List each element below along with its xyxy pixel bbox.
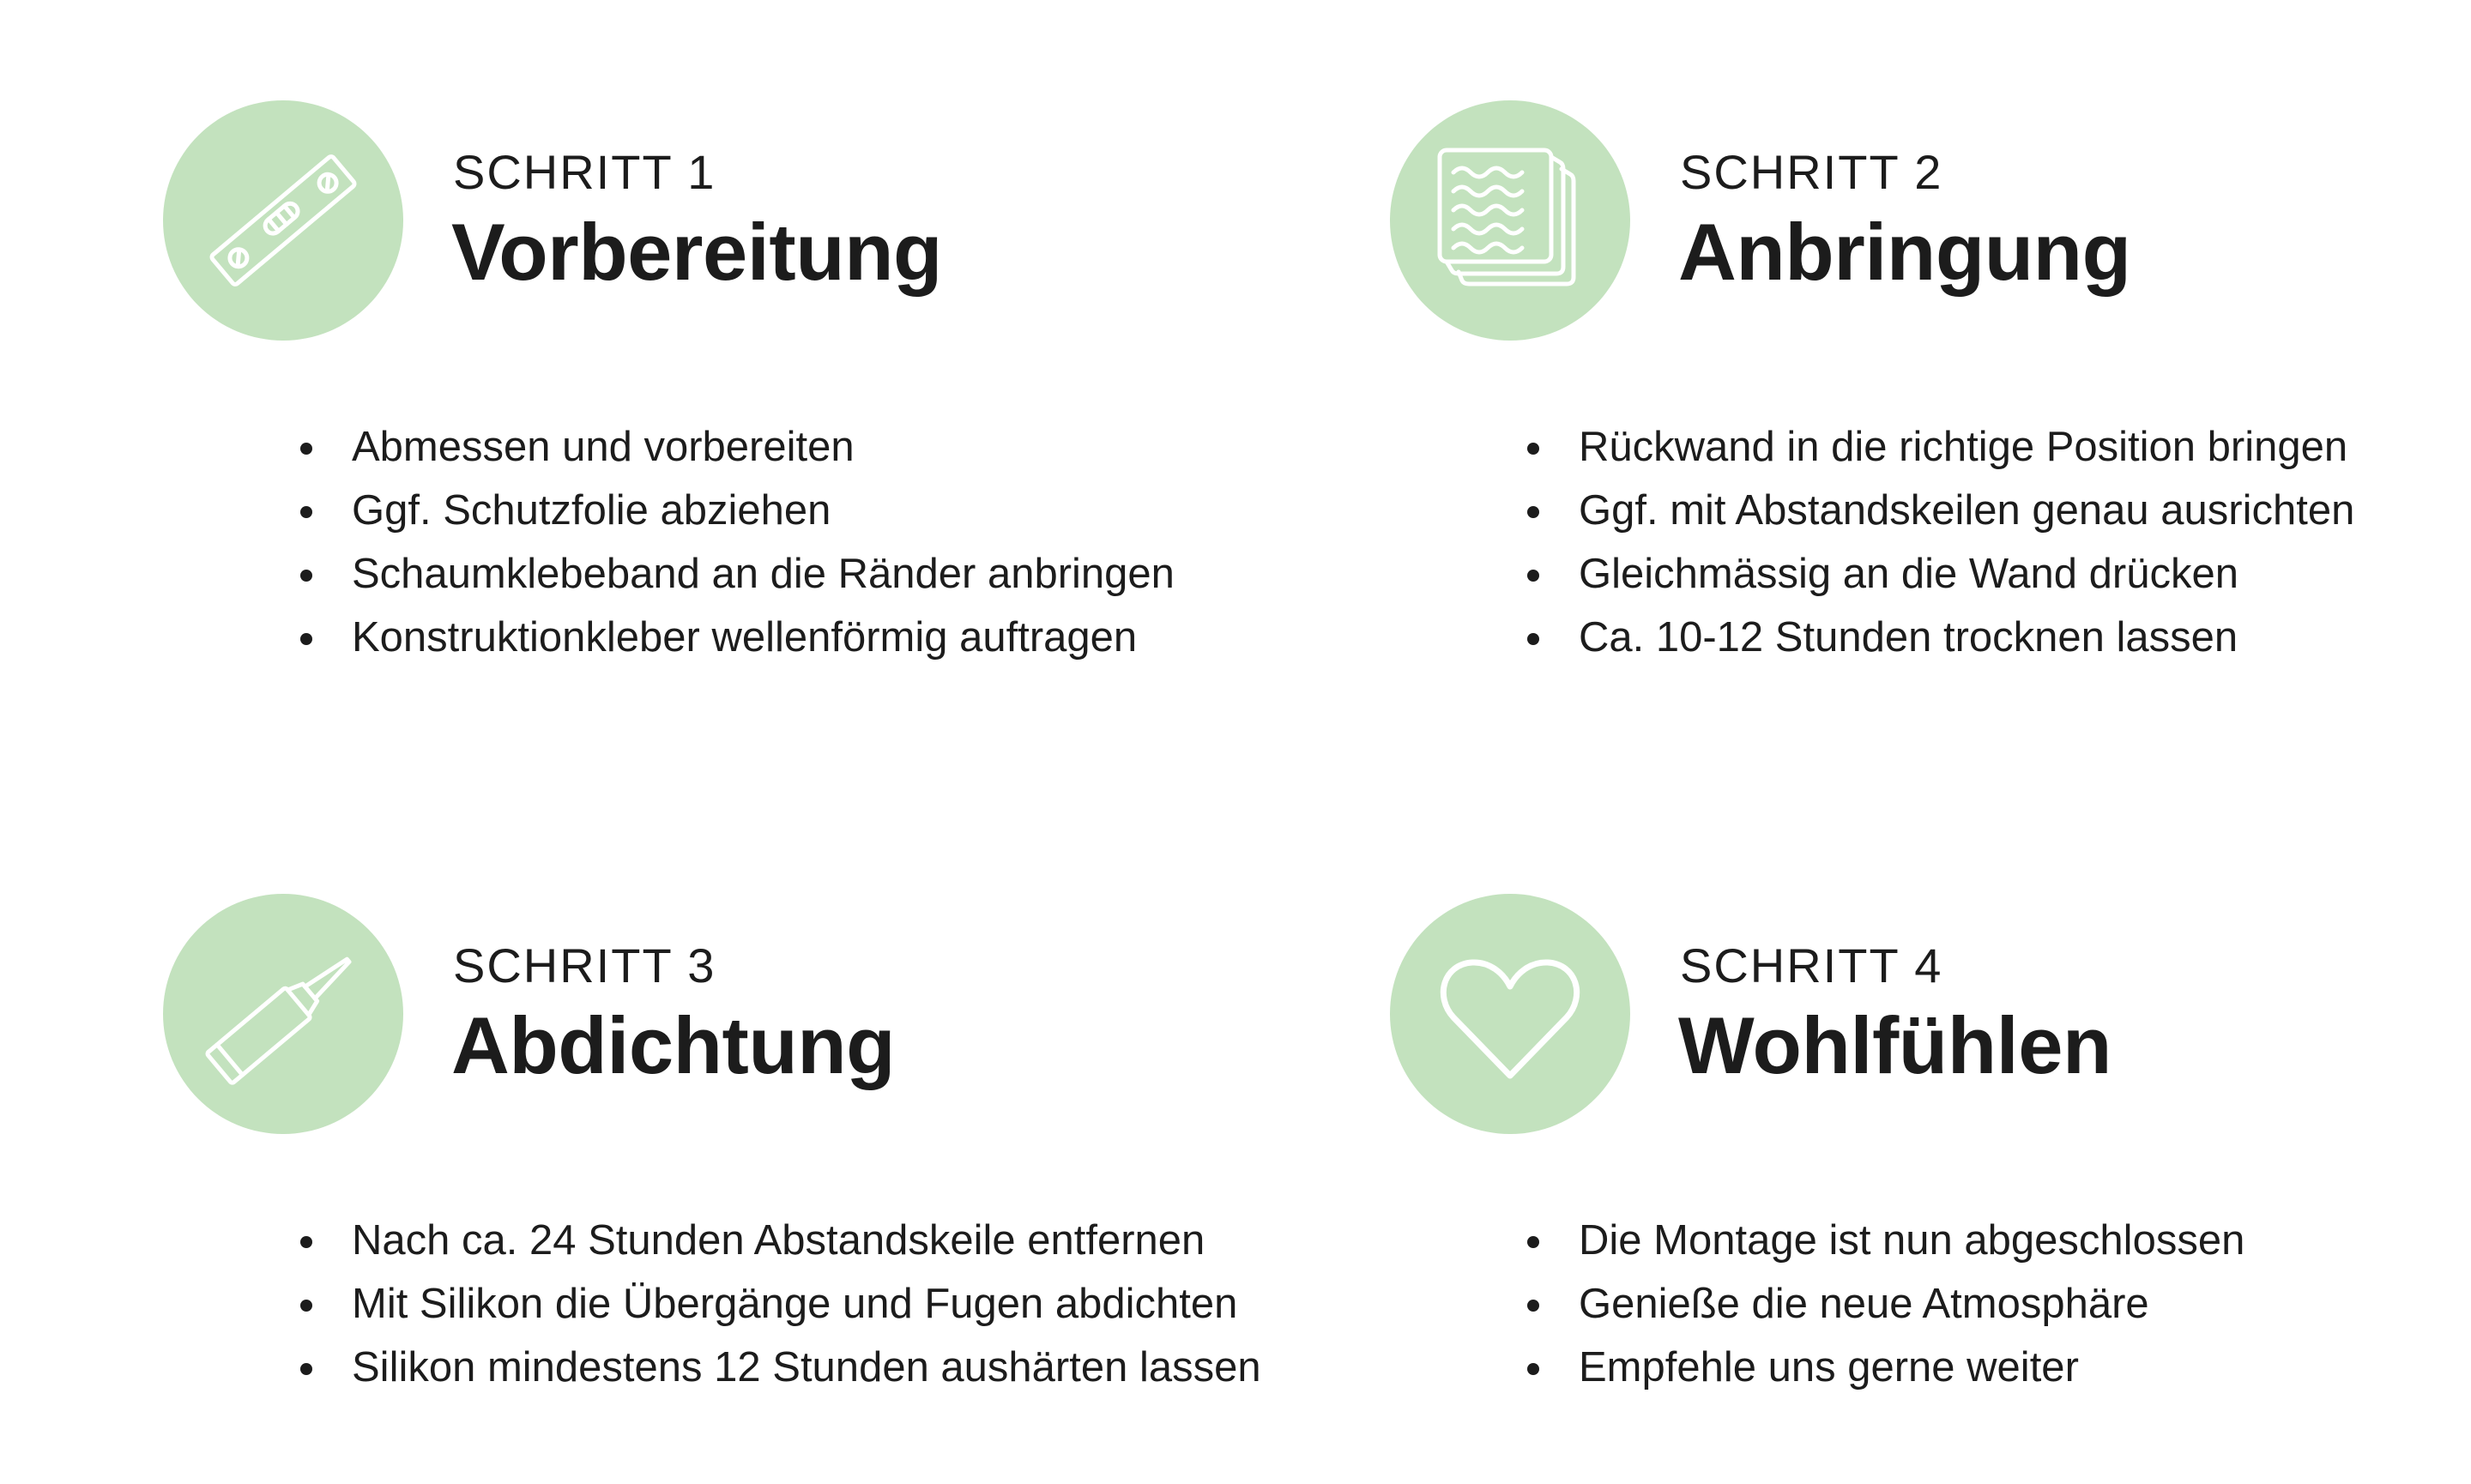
step-label: SCHRITT 3 <box>453 938 716 992</box>
list-item-text: Gleichmässig an die Wand drücken <box>1579 551 2238 597</box>
bullet-icon <box>300 1363 312 1375</box>
list-item-text: Konstruktionkleber wellenförmig auftragen <box>352 614 1138 661</box>
bullet-icon <box>300 1236 312 1248</box>
silicone-tube-icon <box>163 894 403 1134</box>
step-4-section <box>1227 793 2342 1394</box>
step-label: SCHRITT 1 <box>453 145 716 199</box>
step-title: Vorbereitung <box>451 207 942 297</box>
list-item-text: Ca. 10-12 Stunden trocknen lassen <box>1579 614 2238 661</box>
bullet-icon <box>300 633 312 645</box>
stacked-panels-icon <box>1390 100 1630 341</box>
list-item-text: Die Montage ist nun abgeschlossen <box>1579 1217 2245 1264</box>
bullet-icon <box>1527 633 1539 645</box>
bullet-icon <box>300 506 312 518</box>
step-title: Anbringung <box>1678 207 2131 297</box>
list-item-text: Ggf. mit Abstandskeilen genau ausrichten <box>1579 487 2355 534</box>
list-item-text: Schaumklebeband an die Ränder anbringen <box>352 551 1175 597</box>
bullet-icon <box>300 443 312 455</box>
step-2-section <box>1227 0 2355 661</box>
bullet-icon <box>1527 1236 1539 1248</box>
bullet-icon <box>1527 443 1539 455</box>
heart-icon <box>1390 894 1630 1134</box>
bullet-icon <box>1527 570 1539 582</box>
spirit-level-icon <box>163 100 403 341</box>
list-item-text: Genieße die neue Atmosphäre <box>1579 1281 2149 1327</box>
list-item-text: Abmessen und vorbereiten <box>352 424 855 470</box>
bullet-icon <box>300 1300 312 1312</box>
step-label: SCHRITT 4 <box>1680 938 1943 992</box>
list-item-text: Nach ca. 24 Stunden Abstandskeile entfernen <box>352 1217 1205 1264</box>
bullet-icon <box>1527 506 1539 518</box>
bullet-icon <box>300 570 312 582</box>
list-item-text: Rückwand in die richtige Position bringen <box>1579 424 2348 470</box>
list-item-text: Empfehle uns gerne weiter <box>1579 1344 2079 1390</box>
list-item-text: Mit Silikon die Übergänge und Fugen abdichten <box>352 1281 1238 1327</box>
step-1-section <box>0 0 1175 661</box>
list-item-text: Silikon mindestens 12 Stunden aushärten lassen <box>352 1344 1261 1390</box>
bullet-icon <box>1527 1363 1539 1375</box>
bullet-icon <box>1527 1300 1539 1312</box>
step-title: Wohlfühlen <box>1678 1000 2112 1090</box>
step-3-section <box>0 793 1261 1394</box>
step-label: SCHRITT 2 <box>1680 145 1943 199</box>
list-item-text: Ggf. Schutzfolie abziehen <box>352 487 831 534</box>
step-title: Abdichtung <box>451 1000 896 1090</box>
